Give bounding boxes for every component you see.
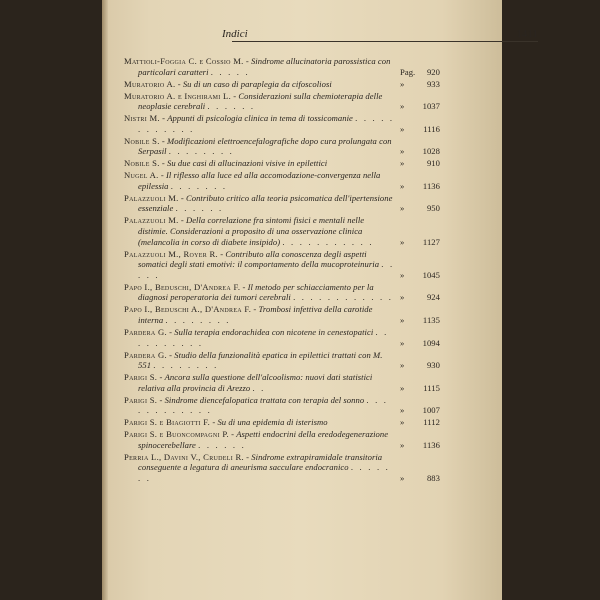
entry-leaders: . . . . . . [198, 439, 246, 450]
entry-page-number: 1037 [422, 101, 440, 112]
entry-page-mark: » [400, 314, 405, 325]
entry-author: Nistri M. [124, 113, 160, 124]
entry-author: Perria L., Davini V., Crudeli R. [124, 451, 244, 462]
entry-leaders: . . . . . . . . [153, 360, 219, 371]
header-rule [232, 41, 538, 42]
index-entry: Pardera G. - Sulla terapia endorachidea con nicotene in cenestopatici . . . . . . . . . . » 1094 [124, 326, 440, 348]
entry-page-number: 1127 [422, 236, 440, 247]
entry-page-number: 1007 [422, 405, 440, 416]
entry-leaders: . . . . . [210, 66, 250, 77]
entry-leaders: . . . . . . . [138, 462, 390, 483]
entry-page-mark: » [400, 292, 405, 303]
index-entry: Muratorio A. e Inghirami L. - Considerazioni sulla chemioterapia delle neoplasie cerebrali . . . . . . » 1037 [124, 90, 440, 112]
entry-title: Ancora sulla questione dell'alcoolismo: nuovi dati statistici relativa alla provincia di Arezzo [138, 372, 373, 393]
entry-author: Nobile S. [124, 135, 160, 146]
entry-title: Su due casi di allucinazioni visive in epilettici [166, 158, 328, 169]
entry-leaders: . . . . . [138, 259, 395, 280]
index-entry: Papo I., Beduschi A., D'Andrea F. - Trombosi infettiva della carotide interna . . . . . . . . » 1135 [124, 304, 440, 325]
entry-leaders: . . . . . . . . [168, 146, 235, 157]
entry-title: Aspetti endocrini della eredodegenerazione spinocerebellare [138, 429, 389, 450]
entry-page-number: 950 [426, 203, 440, 214]
entry-title: Su di un caso di paraplegia da cifoscoliosi [182, 78, 332, 89]
entry-title: Trombosi infettiva della carotide interna [138, 304, 373, 325]
entry-page-number: 910 [426, 158, 440, 169]
entry-page-mark: » [400, 203, 405, 214]
entry-page-number: 1136 [422, 439, 440, 450]
index-entry: Nobile S. - Modificazioni elettroencefalografiche dopo cura prolungata con Serpasil . . . . . . . . » 1028 [124, 135, 440, 157]
entry-page-number: 930 [426, 360, 440, 371]
page-spine-shadow [102, 0, 108, 600]
entry-page-mark: » [400, 382, 405, 393]
entry-page-number: 1112 [423, 417, 440, 428]
entry-page-mark: » [400, 101, 405, 112]
index-entry: Nobile S. - Su due casi di allucinazioni visive in epilettici » 910 [124, 158, 440, 169]
entry-page-number: 920 [426, 66, 440, 77]
entry-author: Parigi S. [124, 372, 158, 383]
index-entry: Parigi S. e Biagiotti F. - Su di una epidemia di isterismo » 1112 [124, 417, 440, 428]
entry-title: Il riflesso alla luce ed alla accomodazione-convergenza nella epilessia [138, 170, 381, 191]
index-entry: Parigi S. - Sindrome diencefalopatica trattata con terapia del sonno . . . . . . . . . . . . » 1007 [124, 394, 440, 416]
index-entry: Parigi S. - Ancora sulla questione dell'alcoolismo: nuovi dati statistici relativa alla provincia di Arezzo . . » 1115 [124, 372, 440, 393]
entry-page-number: 1116 [423, 123, 440, 134]
entry-author: Papo I., Beduschi, D'Andrea F. [124, 281, 241, 292]
entry-title: Modificazioni elettroencefalografiche dopo cura prolungata con Serpasil [138, 135, 392, 157]
entry-title: Sulla terapia endorachidea con nicotene in cenestopatici [174, 326, 374, 337]
entry-title: Sindrome diencefalopatica trattata con terapia del sonno [164, 394, 365, 405]
running-header [222, 28, 538, 44]
entry-title: Sindrome allucinatoria parossistica con particolari caratteri [138, 56, 391, 77]
header-title: Indici [222, 28, 248, 40]
entry-title: Contributo alla conoscenza degli aspetti somatici degli stati emotivi: il comportamento della mucoproteinuria [138, 248, 380, 270]
entry-page-mark: » [400, 146, 405, 157]
book-page [102, 0, 538, 600]
entry-author: Nobile S. [124, 158, 160, 169]
entry-leaders: . . . . . . [207, 101, 256, 112]
entry-leaders: . . . . . . . . [165, 314, 231, 325]
entry-title: Appunti di psicologia clinica in tema di tossicomanie [167, 113, 353, 124]
index-entry: Nistri M. - Appunti di psicologia clinica in tema di tossicomanie . . . . . . . . . . . . » 1116 [124, 113, 440, 134]
entry-author: Pardera G. [124, 349, 167, 360]
entry-title: Studio della funzionalità epatica in epilettici trattati con M. 551 [138, 349, 383, 371]
entry-author: Muratorio A. [124, 78, 176, 89]
index-entry: Palazzuoli M. - Contributo critico alla teoria psicomatica dell'ipertensione essenziale . . . . . . » 950 [124, 192, 440, 214]
entry-title: Sindrome extrapiramidale transitoria conseguente a legatura di aneurisma sacculare endocranico [138, 451, 383, 473]
entry-page-mark: Pag. [400, 66, 416, 77]
entry-leaders: . . . . . . . . . . [138, 326, 389, 348]
index-entry: Perria L., Davini V., Crudeli R. - Sindrome extrapiramidale transitoria conseguente a legatura di aneurisma sacculare endocranico . . . . . . . » 883 [124, 451, 440, 483]
entry-author: Palazzuoli M. [124, 192, 179, 203]
entry-page-mark: » [400, 337, 405, 348]
entry-page-number: 933 [426, 78, 440, 89]
entry-title: Il metodo per schiacciamento per la diagnosi peroperatoria dei tumori cerebrali [138, 281, 374, 303]
entry-leaders: . . . . . . . . . . . . [138, 394, 389, 416]
entry-title: Su di una epidemia di isterismo [217, 417, 328, 428]
entry-author: Parigi S. e Biagiotti F. [124, 417, 211, 428]
entry-leaders: . . . . . . . . . . . . [138, 113, 395, 134]
index-entry: Nugel A. - Il riflesso alla luce ed alla accomodazione-convergenza nella epilessia . . . . . . . » 1136 [124, 170, 440, 191]
entry-leaders: . . [252, 382, 266, 393]
index-entry: Pardera G. - Studio della funzionalità epatica in epilettici trattati con M. 551 . . . . . . . . » 930 [124, 349, 440, 371]
index-entry: Mattioli-Foggia C. e Cossio M. - Sindrome allucinatoria parossistica con particolari caratteri . . . . . Pag. 920 [124, 56, 440, 77]
entry-page-number: 1045 [422, 269, 440, 280]
entry-page-number: 1115 [423, 382, 440, 393]
entry-page-mark: » [400, 417, 405, 428]
entry-page-number: 924 [426, 292, 440, 303]
entry-page-mark: » [400, 405, 405, 416]
entry-page-mark: » [400, 439, 405, 450]
entry-author: Papo I., Beduschi A., D'Andrea F. [124, 304, 252, 315]
header-page-number: 1411 [516, 28, 538, 40]
entry-leaders: . . . . . . [175, 203, 224, 214]
entry-author: Pardera G. [124, 326, 167, 337]
entry-page-mark: » [400, 158, 405, 169]
entry-author: Nugel A. [124, 170, 159, 181]
entry-leaders: . . . . . . . . . . . . [293, 292, 394, 303]
entry-author: Palazzuoli M. [124, 215, 179, 226]
entry-page-mark: » [400, 236, 405, 247]
entry-author: Palazzuoli M., Royer R. [124, 248, 218, 259]
entry-page-mark: » [400, 269, 405, 280]
entry-leaders: . . . . . . . . . . . [282, 236, 374, 247]
index-entry: Palazzuoli M. - Della correlazione fra sintomi fisici e mentali nelle distimie. Considerazioni a proposito di una osservazione clinica (melancolia in corso di diabete insipido) . . . . . . . . . . . » 1127 [124, 215, 440, 247]
index-list [124, 56, 440, 485]
entry-page-number: 1135 [422, 314, 440, 325]
entry-page-number: 1094 [422, 337, 440, 348]
entry-author: Mattioli-Foggia C. e Cossio M. [124, 56, 244, 66]
entry-page-number: 1028 [422, 146, 440, 157]
entry-author: Muratorio A. e Inghirami L. [124, 90, 232, 101]
entry-title: Della correlazione fra sintomi fisici e mentali nelle distimie. Considerazioni a proposito di una osservazione clinica (melancolia in corso di diabete insipido) [138, 215, 365, 247]
index-entry: Muratorio A. - Su di un caso di paraplegia da cifoscoliosi » 933 [124, 78, 440, 89]
entry-page-number: 883 [426, 473, 440, 483]
entry-page-mark: » [400, 360, 405, 371]
entry-title: Considerazioni sulla chemioterapia delle neoplasie cerebrali [138, 90, 383, 112]
index-entry: Parigi S. e Buoncompagni P. - Aspetti endocrini della eredodegenerazione spinocerebellare . . . . . . » 1136 [124, 429, 440, 450]
entry-author: Parigi S. e Buoncompagni P. [124, 429, 229, 440]
entry-leaders: . . . . . . . [170, 180, 228, 191]
entry-page-mark: » [400, 180, 405, 191]
index-entry: Palazzuoli M., Royer R. - Contributo alla conoscenza degli aspetti somatici degli stati emotivi: il comportamento della mucoproteinuria . . . . . » 1045 [124, 248, 440, 280]
entry-page-mark: » [400, 473, 405, 483]
entry-author: Parigi S. [124, 394, 158, 405]
entry-page-number: 1136 [422, 180, 440, 191]
entry-title: Contributo critico alla teoria psicomatica dell'ipertensione essenziale [138, 192, 393, 214]
index-entry: Papo I., Beduschi, D'Andrea F. - Il metodo per schiacciamento per la diagnosi peroperatoria dei tumori cerebrali . . . . . . . . . . . . » 924 [124, 281, 440, 303]
entry-page-mark: » [400, 123, 405, 134]
entry-page-mark: » [400, 78, 405, 89]
